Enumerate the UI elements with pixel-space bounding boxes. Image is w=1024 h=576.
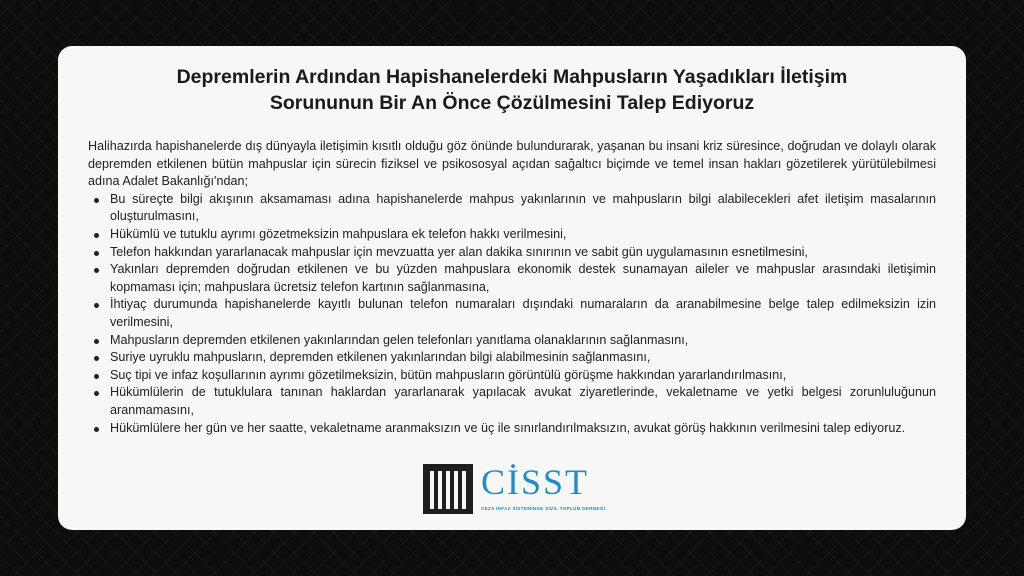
logo-subtitle: CEZA İNFAZ SİSTEMİNDE SİVİL TOPLUM DERNEĞİ [481, 506, 606, 511]
title-line-1: Depremlerin Ardından Hapishanelerdeki Mahpusların Yaşadıkları İletişim [176, 66, 848, 88]
demand-item: Yakınları depremden doğrudan etkilenen ve bu yüzden mahpuslara ekonomik destek sunamayan aileler ve mahpuslar arasındaki iletişimin kopmaması için; mahpuslara ücretsiz telefon kartının sağlanmasına, [110, 261, 936, 296]
demand-item: Hükümlü ve tutuklu ayrımı gözetmeksizin mahpuslara ek telefon hakkı verilmesini, [110, 226, 936, 244]
prison-bars-icon [423, 464, 473, 514]
demand-item: Mahpusların depremden etkilenen yakınlarından gelen telefonları yanıtlama olanaklarının sağlanmasını, [110, 332, 936, 350]
statement-card [58, 46, 966, 530]
demand-item: Telefon hakkından yararlanacak mahpuslar için mevzuatta yer alan dakika sınırının ve sabit gün uygulamasının esnetilmesini, [110, 244, 936, 262]
demand-item: Suç tipi ve infaz koşullarının ayrımı gözetilmeksizin, bütün mahpusların görüntülü görüşme hakkından yararlandırılmasını, [110, 367, 936, 385]
demand-item: Bu süreçte bilgi akışının aksamaması adına hapishanelerde mahpus yakınlarının ve mahpusların bilgi alabilecekleri afet iletişim masalarının oluşturulmasını, [110, 191, 936, 226]
logo-wordmark: CİSST [481, 462, 590, 502]
cisst-logo [423, 462, 606, 520]
demand-item: Hükümlülerin de tutuklulara tanınan haklardan yararlanarak yapılacak avukat ziyaretlerinde, vekaletname ve yetki belgesi zorunluluğunun aranmamasını, [110, 384, 936, 419]
demand-item: İhtiyaç durumunda hapishanelerde kayıtlı bulunan telefon numaraları dışındaki numaraların da aranabilmesine belge talep edilmeksizin izin verilmesini, [110, 296, 936, 331]
demand-item: Suriye uyruklu mahpusların, depremden etkilenen yakınlarından bilgi alabilmesinin sağlanmasını, [110, 349, 936, 367]
title-line-2: Sorununun Bir An Önce Çözülmesini Talep Ediyoruz [269, 92, 755, 114]
intro-paragraph: Halihazırda hapishanelerde dış dünyayla iletişimin kısıtlı olduğu göz önünde bulundurarak, yaşanan bu insani kriz süresince, doğrudan ve dolaylı olarak depremden etkilenen bütün mahpuslar için sürecin fiziksel ve psikososyal açıdan sağaltıcı biçimde ve temel insan hakları gözetilerek yürütülebilmesi adına Adalet Bakanlığı'ndan; [88, 139, 936, 189]
demand-item: Hükümlülere her gün ve her saatte, vekaletname aranmaksızın ve üç ile sınırlandırılmaksızın, avukat görüş hakkının verilmesini talep ediyoruz. [110, 420, 936, 438]
statement-title [88, 64, 936, 116]
statement-body [88, 138, 936, 437]
demands-list [88, 191, 936, 437]
